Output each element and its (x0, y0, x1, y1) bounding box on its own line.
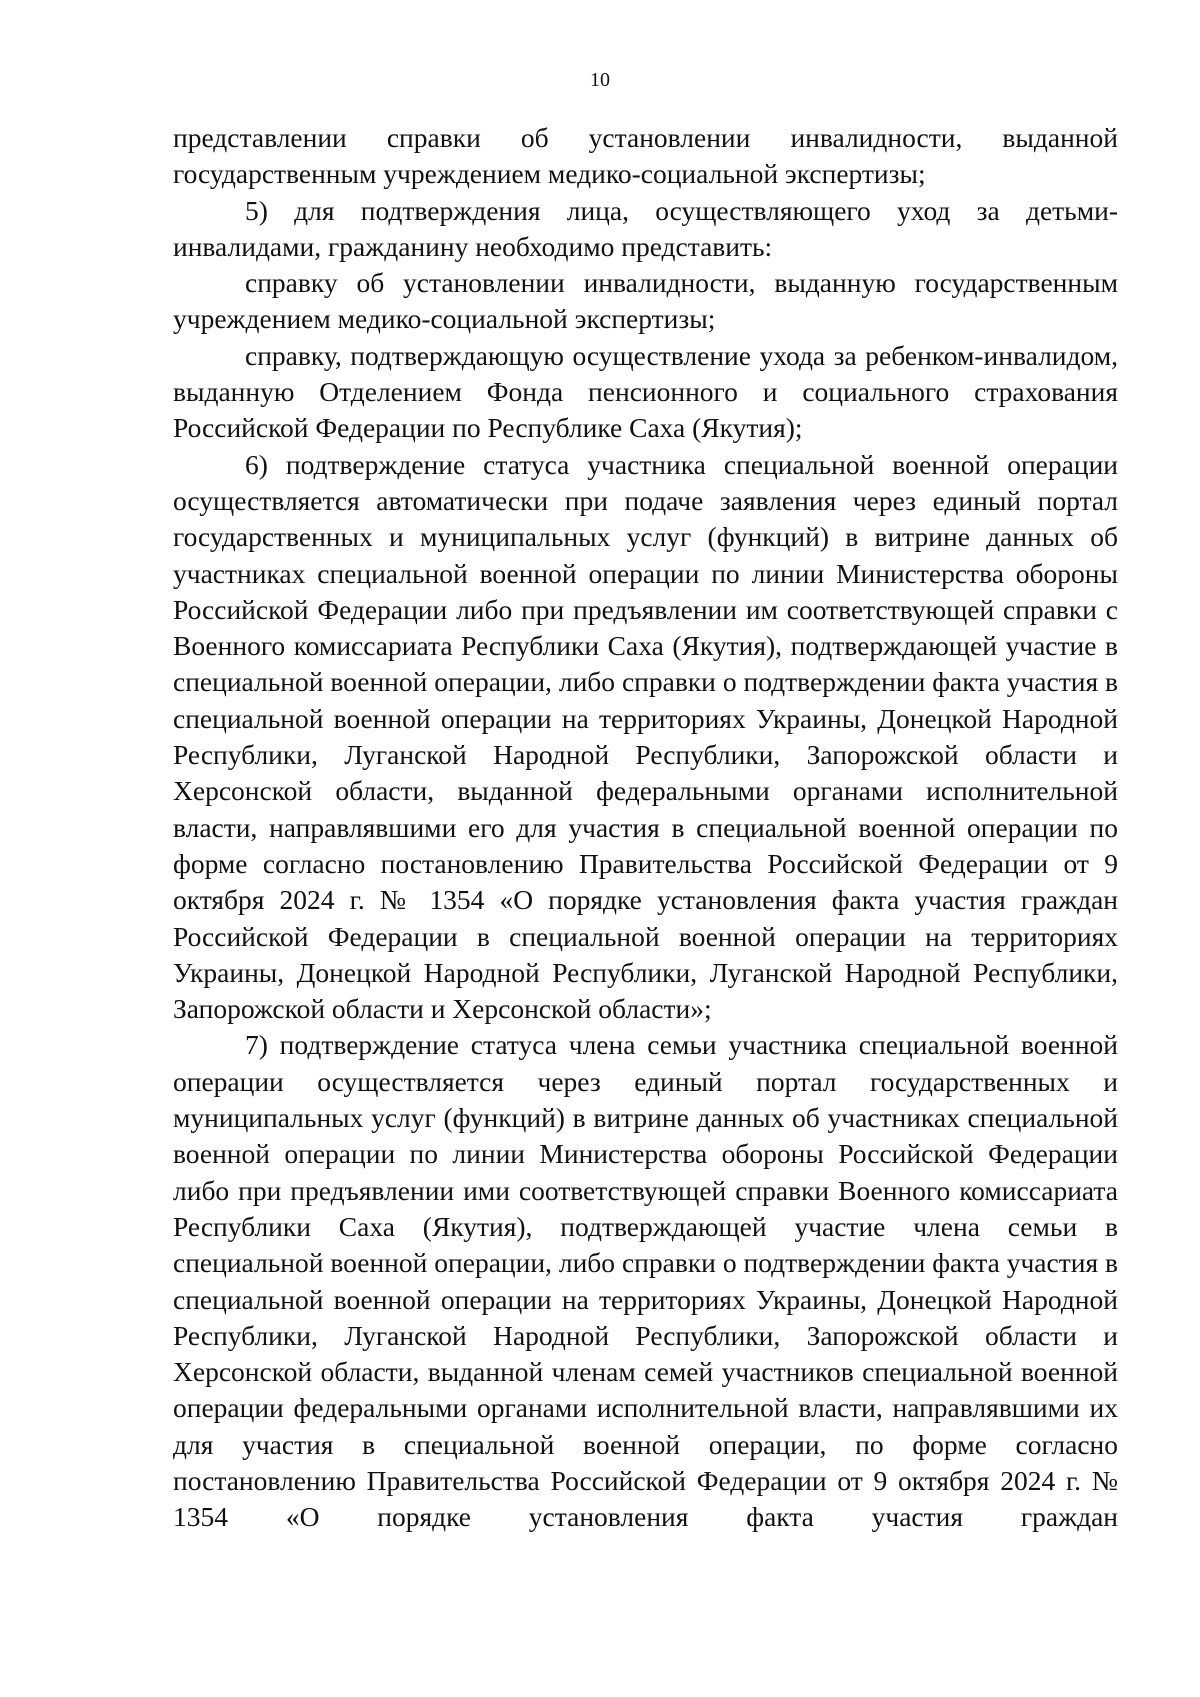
page-number: 10 (590, 69, 610, 91)
paragraph-item-7: 7) подтверждение статуса члена семьи участника специальной военной операции осуществляется через единый портал государственных и муниципальных услуг (функций) в витрине данных об участниках специальной военной операции по линии Министерства обороны Российской Федерации либо при предъявлении ими соответствующей справки Военного комиссариата Республики Саха (Якутия), подтверждающей участие члена семьи в специальной военной операции, либо справки о подтверждении факта участия в специальной военной операции на территориях Украины, Донецкой Народной Республики, Луганской Народной Республики, Запорожской области и Херсонской области, выданной членам семей участников специальной военной операции федеральными органами исполнительной власти, направлявшими их для участия в специальной военной операции, по форме согласно постановлению Правительства Российской Федерации от 9 октября 2024 г. № 1354 «О порядке установления факта участия граждан (173, 1029, 1118, 1533)
paragraph-item-6: 6) подтверждение статуса участника специальной военной операции осуществляется автоматически при подаче заявления через единый портал государственных и муниципальных услуг (функций) в витрине данных об участниках специальной военной операции по линии Министерства обороны Российской Федерации либо при предъявлении им соответствующей справки с Военного комиссариата Республики Саха (Якутия), подтверждающей участие в специальной военной операции, либо справки о подтверждении факта участия в специальной военной операции на территориях Украины, Донецкой Народной Республики, Луганской Народной Республики, Запорожской области и Херсонской области, выданной федеральными органами исполнительной власти, направлявшими его для участия в специальной военной операции по форме согласно постановлению Правительства Российской Федерации от 9 октября 2024 г. № 1354 «О порядке установления факта участия граждан Российской Федерации в специальной военной операции на территориях Украины, Донецкой Народной Республики, Луганской Народной Республики, Запорожской области и Херсонской области»; (173, 448, 1118, 1025)
paragraph-continuation: представлении справки об установлении инвалидности, выданной государственным учреждением медико-социальной экспертизы; (173, 122, 1118, 190)
paragraph-care-certificate: справку, подтверждающую осуществление ухода за ребенком-инвалидом, выданную Отделением Фонда пенсионного и социального страхования Российской Федерации по Республике Саха (Якутия); (173, 339, 1118, 444)
paragraph-disability-certificate: справку об установлении инвалидности, выданную государственным учреждением медико-социальной экспертизы; (173, 267, 1118, 335)
paragraph-item-5: 5) для подтверждения лица, осуществляющего уход за детьми-инвалидами, гражданину необходимо представить: (173, 194, 1118, 262)
document-body (173, 120, 1118, 1536)
